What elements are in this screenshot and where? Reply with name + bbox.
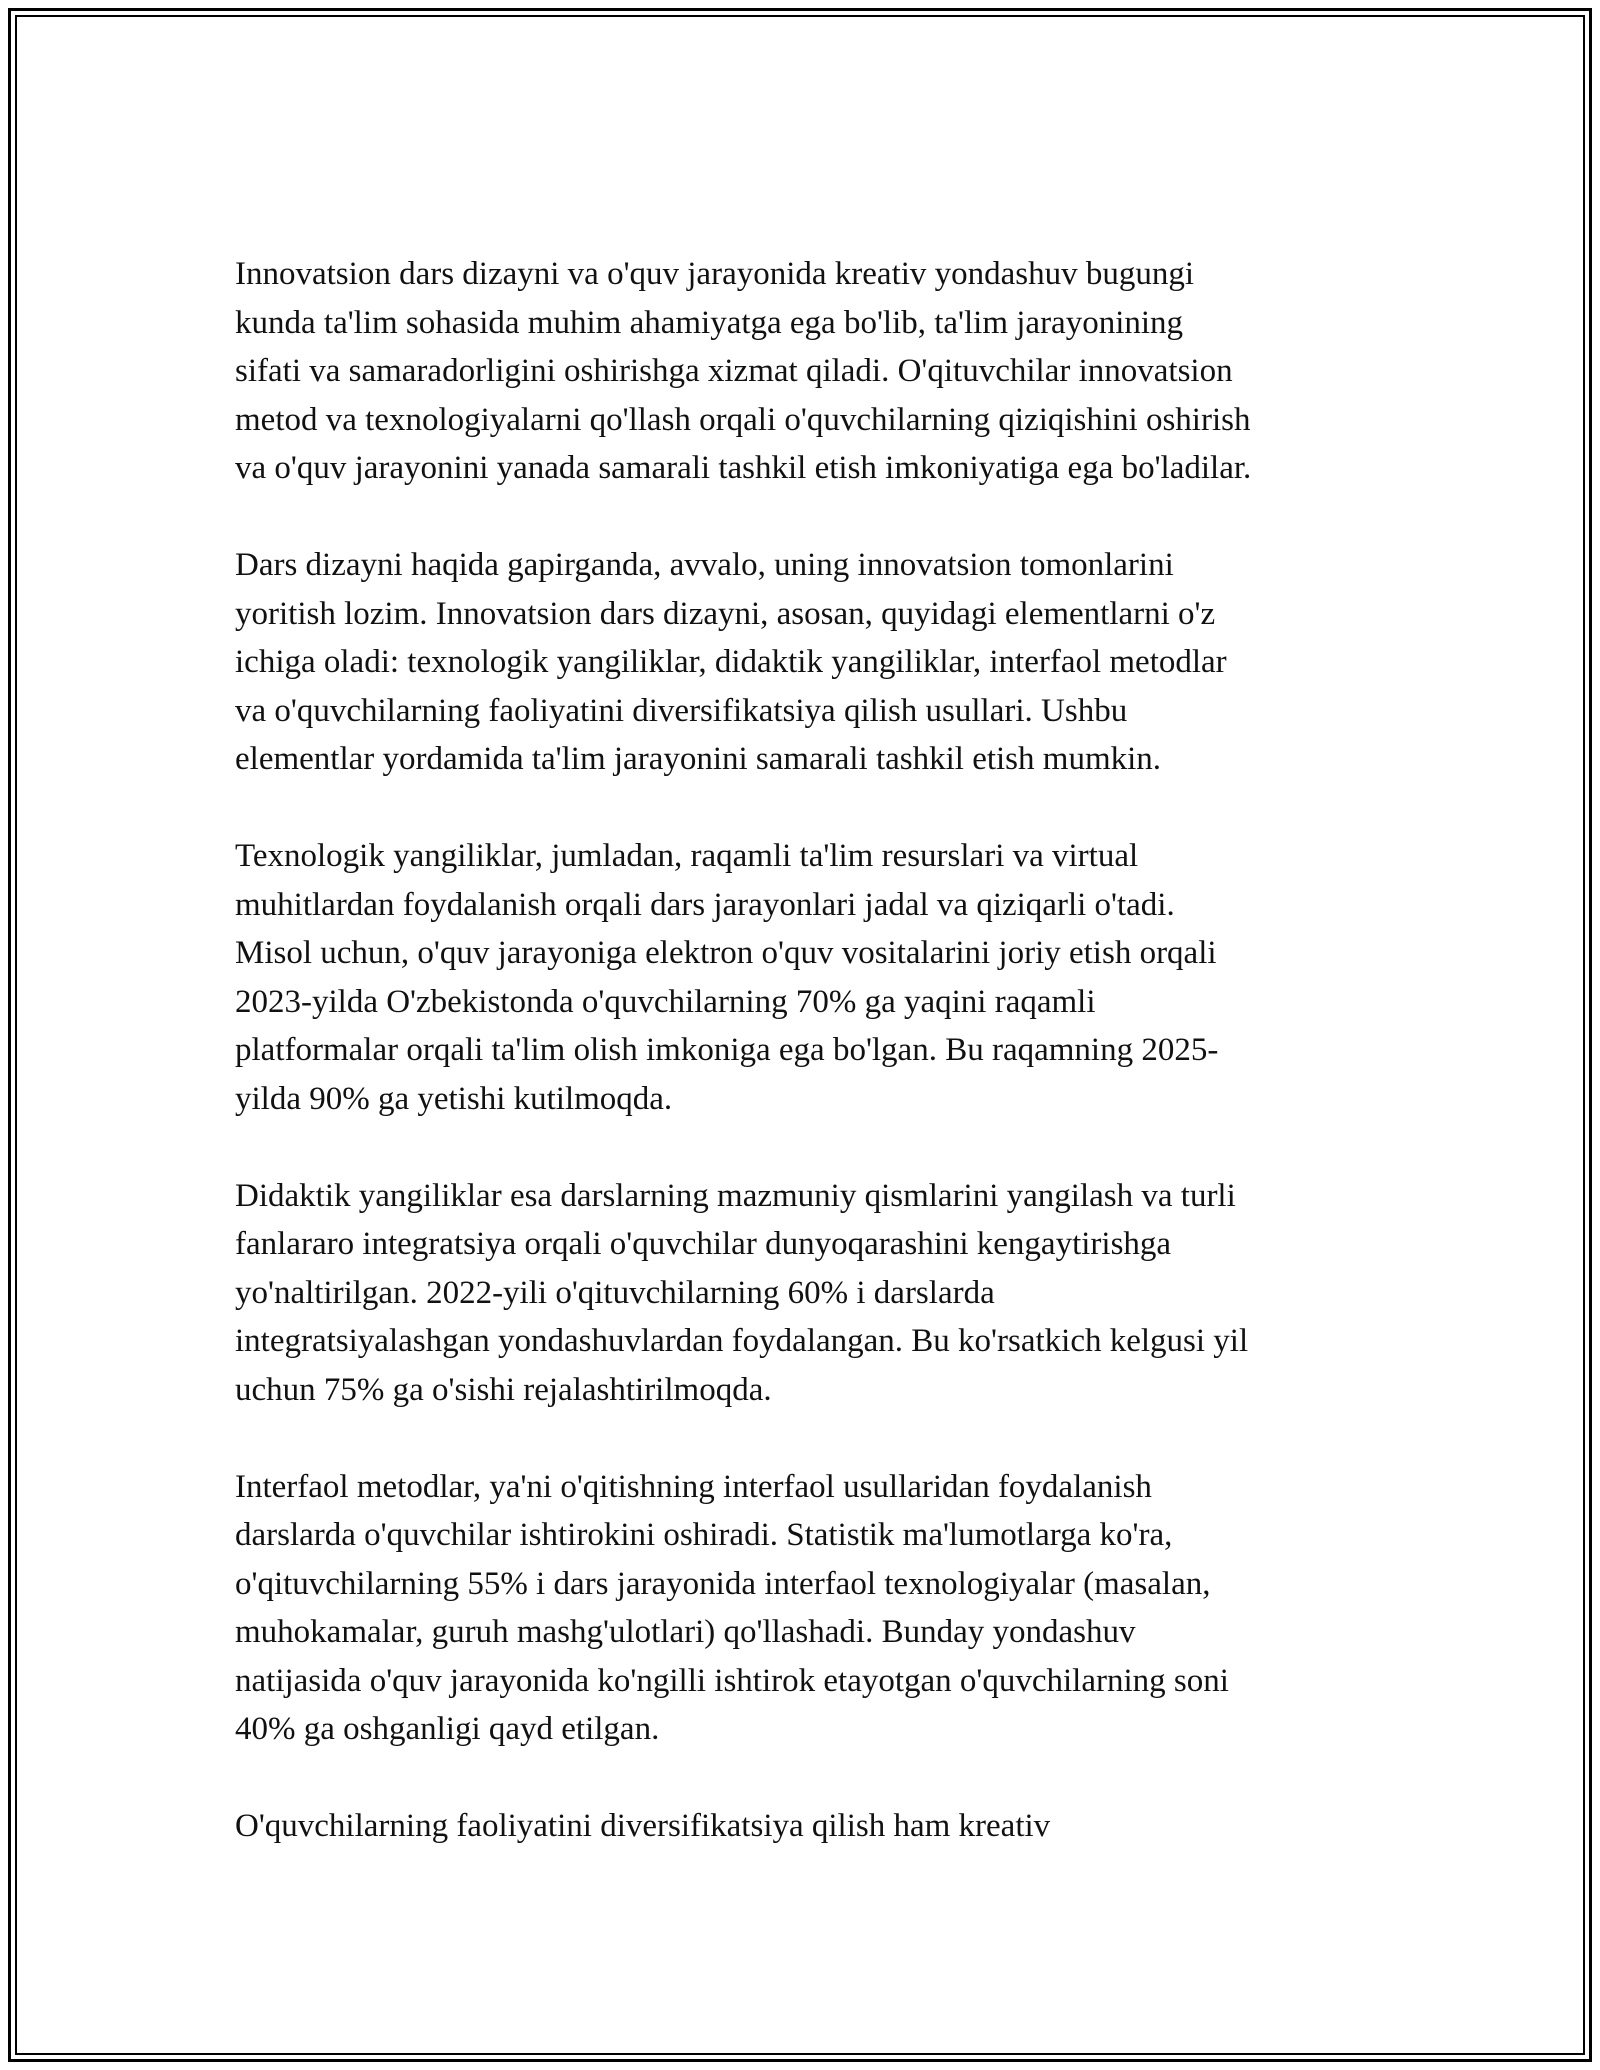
text-line: O'quvchilarning faoliyatini diversifikatsiya qilish ham kreativ — [235, 1808, 1051, 1844]
text-line: 2023-yilda O'zbekistonda o'quvchilarning 70% ga yaqini raqamli — [235, 983, 1096, 1020]
text-line: elementlar yordamida ta'lim jarayonini samarali tashkil etish mumkin. — [235, 741, 1162, 777]
text-line: yoritish lozim. Innovatsion dars dizayni, asosan, quyidagi elementlarni o'z — [235, 595, 1216, 632]
text-line: kunda ta'lim sohasida muhim ahamiyatga ega bo'lib, ta'lim jarayonining — [235, 304, 1184, 341]
paragraph-2 — [235, 541, 1370, 784]
paragraph-1 — [235, 250, 1370, 493]
text-line: va o'quv jarayonini yanada samarali tashkil etish imkoniyatiga ega bo'ladilar. — [235, 450, 1252, 486]
text-line: fanlararo integratsiya orqali o'quvchilar dunyoqarashini kengaytirishga — [235, 1226, 1172, 1262]
text-line: natijasida o'quv jarayonida ko'ngilli ishtirok etayotgan o'quvchilarning soni — [235, 1662, 1229, 1699]
text-line: muhokamalar, guruh mashg'ulotlari) qo'llashadi. Bunday yondashuv — [235, 1614, 1136, 1650]
text-line: Texnologik yangiliklar, jumladan, raqamli ta'lim resurslari va virtual — [235, 838, 1139, 874]
paragraph-3 — [235, 832, 1370, 1123]
text-line: ichiga oladi: texnologik yangiliklar, didaktik yangiliklar, interfaol metodlar — [235, 644, 1227, 680]
text-line: yo'naltirilgan. 2022-yili o'qituvchilarning 60% i darslarda — [235, 1274, 995, 1311]
text-line: Misol uchun, o'quv jarayoniga elektron o'quv vositalarini joriy etish orqali — [235, 935, 1217, 971]
paragraph-6 — [235, 1802, 1370, 1851]
text-line: Innovatsion dars dizayni va o'quv jarayonida kreativ yondashuv bugungi — [235, 256, 1195, 292]
text-line: sifati va samaradorligini oshirishga xizmat qiladi. O'qituvchilar innovatsion — [235, 353, 1233, 389]
text-line: darslarda o'quvchilar ishtirokini oshiradi. Statistik ma'lumotlarga ko'ra, — [235, 1517, 1173, 1553]
text-line: platformalar orqali ta'lim olish imkoniga ega bo'lgan. Bu raqamning 2025- — [235, 1032, 1219, 1068]
text-line: Interfaol metodlar, ya'ni o'qitishning interfaol usullaridan foydalanish — [235, 1468, 1152, 1505]
text-line: uchun 75% ga o'sishi rejalashtirilmoqda. — [235, 1371, 772, 1408]
paragraph-5 — [235, 1463, 1370, 1754]
text-line: Dars dizayni haqida gapirganda, avvalo, uning innovatsion tomonlarini — [235, 547, 1174, 583]
text-line: metod va texnologiyalarni qo'llash orqali o'quvchilarning qiziqishini oshirish — [235, 401, 1251, 438]
text-line: yilda 90% ga yetishi kutilmoqda. — [235, 1080, 673, 1117]
text-line: va o'quvchilarning faoliyatini diversifikatsiya qilish usullari. Ushbu — [235, 692, 1128, 729]
document-body — [235, 250, 1370, 1899]
text-line: 40% ga oshganligi qayd etilgan. — [235, 1711, 660, 1747]
paragraph-4 — [235, 1172, 1370, 1415]
text-line: muhitlardan foydalanish orqali dars jarayonlari jadal va qiziqarli o'tadi. — [235, 886, 1175, 923]
text-line: Didaktik yangiliklar esa darslarning mazmuniy qismlarini yangilash va turli — [235, 1177, 1236, 1214]
text-line: integratsiyalashgan yondashuvlardan foydalangan. Bu ko'rsatkich kelgusi yil — [235, 1323, 1249, 1359]
text-line: o'qituvchilarning 55% i dars jarayonida interfaol texnologiyalar (masalan, — [235, 1565, 1211, 1602]
